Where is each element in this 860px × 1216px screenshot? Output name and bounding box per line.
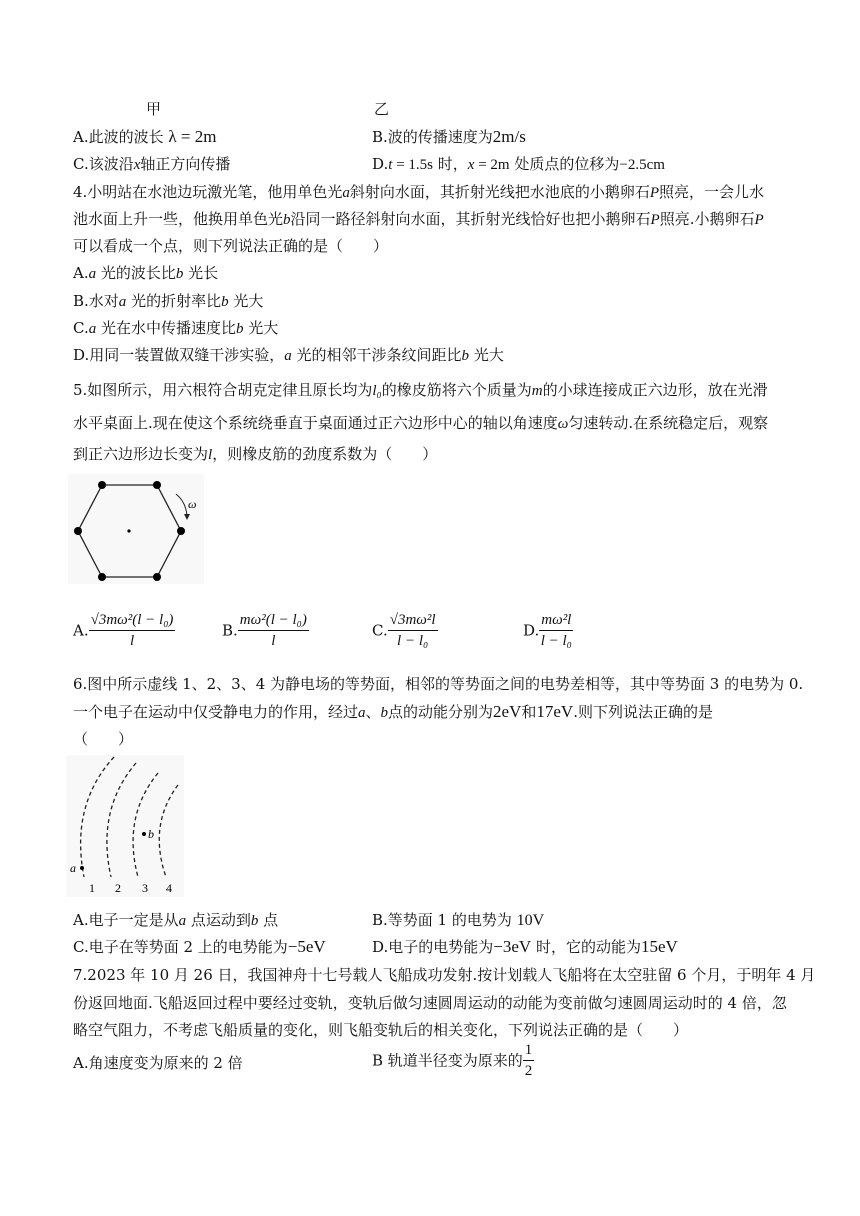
q6-option-a: A.电子一定是从a 点运动到b 点 — [73, 911, 279, 929]
ball — [98, 573, 106, 581]
q4-stem-line-3: 可以看成一个点，则下列说法正确的是（ ） — [73, 237, 389, 255]
ball — [177, 527, 185, 535]
point-a-dot — [80, 866, 84, 870]
equipotential-label-2: 2 — [115, 881, 121, 895]
q4-option-a: A.a 光的波长比b 光长 — [73, 264, 219, 282]
q3-option-d: D.t = 1.5s 时，x = 2m 处质点的位移为−2.5cm — [372, 155, 665, 173]
equipotential-label-1: 1 — [89, 881, 95, 895]
q6-stem-line-3: （ ） — [73, 730, 134, 748]
point-a-label: a — [70, 861, 76, 875]
q3-option-a: A.此波的波长 λ = 2m — [73, 127, 217, 146]
ball — [98, 481, 106, 489]
q5-option-b: B. $\frac{\text{mω²(l − l₀)}}{l}$ — [222, 612, 307, 649]
q3-option-b: B.波的传播速度为2m/s — [372, 127, 526, 146]
q4-stem-line-2: 池水面上升一些，他换用单色光b沿同一路径斜射向水面，其折射光线恰好也把小鹅卵石P照亮.小鹅卵石P — [73, 210, 764, 228]
ball — [153, 481, 161, 489]
equipotential-label-3: 3 — [142, 881, 148, 895]
hexagon-center-dot — [127, 529, 130, 532]
ball — [74, 527, 82, 535]
equipotential-label-4: 4 — [166, 881, 172, 895]
figure-label-jia: 甲 — [146, 100, 162, 118]
q5-stem-line-3: 到正六边形边长变为l，则橡皮筋的劲度系数为（ ） — [73, 445, 438, 463]
q5-option-d: D. $\frac{\text{mω²l}}{\text{l − l₀}}$ — [523, 612, 572, 649]
q6-stem-line-2: 一个电子在运动中仅受静电力的作用，经过a、b点的动能分别为2eV和17eV.则下列说法正确的是 — [73, 702, 713, 721]
q4-option-c: C.a 光在水中传播速度比b 光大 — [73, 319, 279, 337]
q6-option-b: B.等势面 1 的电势为 10V — [372, 911, 545, 929]
q7-option-a: A.角速度变为原来的 2 倍 — [73, 1054, 243, 1072]
q5-stem-line-1: 5.如图所示，用六根符合胡克定律且原长均为l₀的橡皮筋将六个质量为m的小球连接成正六边形，放在光滑 — [73, 381, 768, 399]
q5-option-a: A. $\frac{\text{√3mω²(l − l₀)}}{l}$ — [73, 612, 174, 649]
q4-option-d: D.用同一装置做双缝干涉实验，a 光的相邻干涉条纹间距比b 光大 — [73, 346, 504, 364]
q3-option-c: C.该波沿x轴正方向传播 — [73, 155, 231, 173]
q7-stem-line-3: 略空气阻力，不考虑飞船质量的变化，则飞船变轨后的相关变化，下列说法正确的是（ ） — [73, 1021, 689, 1039]
q7-option-b: B 轨道半径变为原来的 $\frac{1}{2}$ — [372, 1042, 533, 1079]
figure-label-yi: 乙 — [374, 100, 390, 118]
q6-option-c: C.电子在等势面 2 上的电势能为−5eV — [73, 937, 326, 956]
q5-option-c: C. $\frac{\text{√3mω²l}}{\text{l − l₀}}$ — [372, 612, 436, 649]
point-b-label: b — [148, 827, 154, 841]
q6-stem-line-1: 6.图中所示虚线 1、2、3、4 为静电场的等势面，相邻的等势面之间的电势差相等，其中等势面 3 的电势为 0. — [73, 675, 804, 693]
equipotential-figure — [66, 755, 184, 897]
q4-option-b: B.水对a 光的折射率比b 光大 — [73, 292, 264, 310]
q4-stem-line-1: 4.小明站在水池边玩激光笔，他用单色光a斜射向水面，其折射光线把水池底的小鹅卵石P照亮，一会儿水 — [73, 183, 765, 201]
q7-stem-line-1: 7.2023 年 10 月 26 日，我国神舟十七号载人飞船成功发射.按计划载人飞船将在太空驻留 6 个月，于明年 4 月 — [73, 966, 816, 984]
ball — [153, 573, 161, 581]
omega-label: ω — [188, 497, 197, 511]
q5-stem-line-2: 水平桌面上.现在使这个系统绕垂直于桌面通过正六边形中心的轴以角速度ω匀速转动.在系统稳定后，观察 — [73, 414, 769, 432]
point-b-dot — [142, 832, 146, 836]
q7-stem-line-2: 份返回地面.飞船返回过程中要经过变轨，变轨后做匀速圆周运动的动能为变前做匀速圆周运动时的 4 倍，忽 — [73, 994, 787, 1012]
hexagon-figure — [68, 474, 204, 584]
q6-option-d: D.电子的电势能为−3eV 时，它的动能为15eV — [372, 937, 678, 956]
